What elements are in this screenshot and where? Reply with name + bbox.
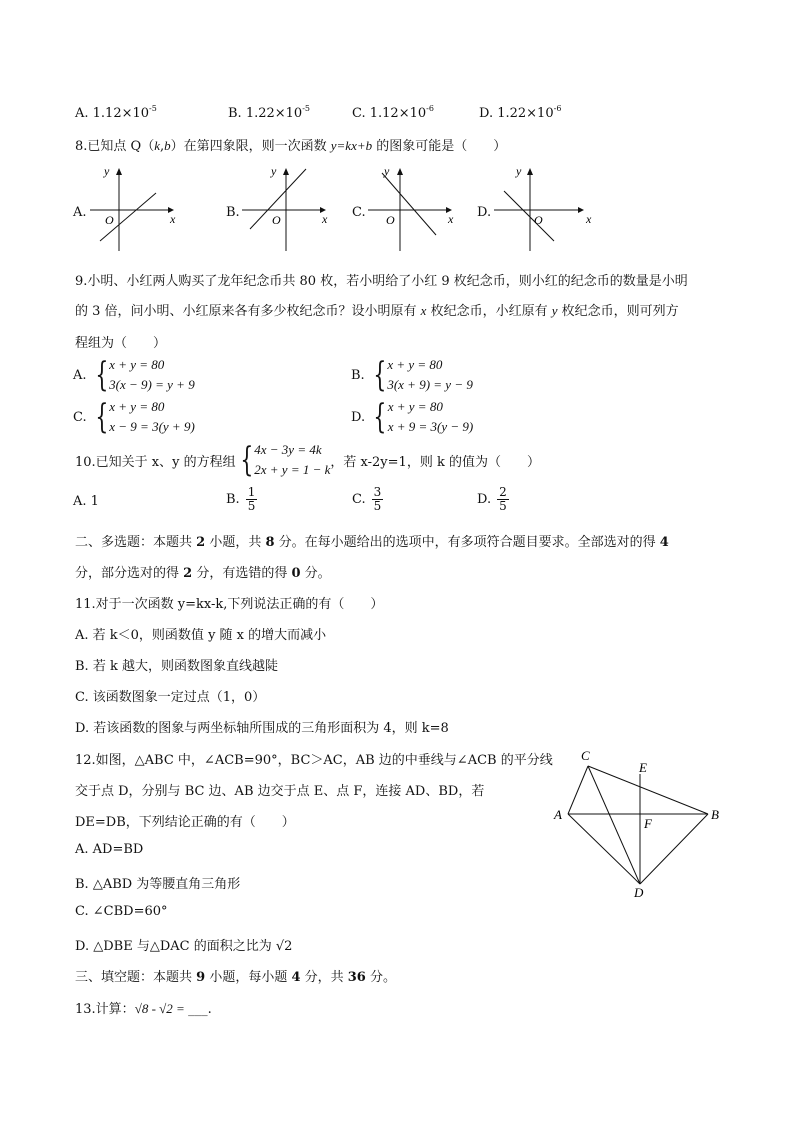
q12-option-d: D. △DBE 与△DAC 的面积之比为 √2 [75, 939, 293, 954]
origin-label: O [534, 213, 543, 227]
q8-option-d-label: D. [477, 205, 492, 220]
q8-graph-d [492, 163, 592, 253]
q7-option-c: C. $1.12\times 10^{-6}$ [352, 104, 434, 121]
q7-option-a: A. $1.12\times 10^{-5}$ [75, 104, 157, 121]
q10-option-d: D. $\frac{2}{5}$ [477, 485, 507, 513]
q12-option-b: B. △ABD 为等腰直角三角形 [75, 877, 241, 892]
brace: { [373, 397, 387, 437]
point-d-label: D [634, 885, 644, 900]
q8-graph-a [88, 163, 188, 253]
point-e-label: E [639, 760, 647, 775]
q8-graph-c [366, 163, 466, 253]
brace: { [94, 397, 108, 437]
q9-stem-line2: 的 3 倍，问小明、小红原来各有多少枚纪念币？设小明原有 x 枚纪念币，小红原有 y 枚纪念币，则可列方 [75, 303, 679, 319]
q12-stem-line1: 12.如图，△ABC 中，∠ACB=90°，BC＞AC，AB 边的中垂线与∠ACB 的平分线 [75, 753, 553, 768]
origin-label: O [386, 213, 395, 227]
point-f-label: F [644, 816, 652, 831]
q12-stem-line2: 交于点 D，分别与 BC 边、AB 边交于点 E、点 F，连接 AD、BD，若 [75, 784, 485, 799]
section3-heading: 三、填空题：本题共 9 小题，每小题 4 分，共 36 分。 [75, 970, 396, 985]
q13-stem: 13.计算：√8 - √2 = ___. [75, 1001, 212, 1017]
point-c-label: C [581, 748, 590, 763]
q8-option-a-label: A. [73, 205, 87, 220]
q12-stem-line3: DE=DB，下列结论正确的有（ ） [75, 815, 295, 830]
q11-stem: 11.对于一次函数 y=kx-k,下列说法正确的有（ ） [75, 597, 384, 612]
q7-option-b: B. $1.22\times 10^{-5}$ [228, 104, 310, 121]
y-axis-label: y [384, 164, 390, 178]
section2-heading-line2: 分，部分选对的得 2 分，有选错的得 0 分。 [75, 566, 331, 581]
q8-option-b-label: B. [226, 205, 240, 220]
y-axis-label: y [104, 164, 110, 178]
q10-stem: 10.已知关于 x、y 的方程组 { 4x − 3y = 4k 2x + y = 1 − k ，若 x-2y=1，则 k 的值为（ ） [75, 440, 540, 480]
origin-label: O [272, 213, 281, 227]
q12-figure [548, 742, 728, 902]
brace: { [94, 355, 108, 395]
q9-option-a: A. { x + y = 80 3(x − 9) = y + 9 [73, 355, 195, 395]
y-axis-label: y [271, 164, 277, 178]
x-axis-label: x [170, 212, 176, 226]
q8-graph-b [240, 163, 340, 253]
answer-blank[interactable]: ___ [188, 1002, 208, 1017]
q8-stem: 8.已知点 Q（k,b）在第四象限，则一次函数 y=kx+b 的图象可能是（ ） [75, 138, 507, 154]
q8-option-c-label: C. [352, 205, 366, 220]
q11-option-c: C. 该函数图象一定过点（1，0） [75, 690, 266, 705]
x-axis-label: x [586, 212, 592, 226]
point-a-label: A [554, 807, 562, 822]
q12-option-a: A. AD=BD [75, 842, 144, 857]
q9-option-d: D. { x + y = 80 x + 9 = 3(y − 9) [351, 397, 474, 437]
q7-option-d: D. $1.22\times 10^{-6}$ [479, 104, 562, 121]
q10-option-a: A. 1 [73, 494, 99, 509]
q9-option-b: B. { x + y = 80 3(x + 9) = y − 9 [351, 355, 473, 395]
q11-option-d: D. 若该函数的图象与两坐标轴所围成的三角形面积为 4，则 k=8 [75, 721, 449, 736]
y-axis-label: y [516, 164, 522, 178]
q11-option-b: B. 若 k 越大，则函数图象直线越陡 [75, 659, 278, 674]
x-axis-label: x [448, 212, 454, 226]
q9-stem-line3: 程组为（ ） [75, 336, 167, 351]
q10-option-b: B. $\frac{1}{5}$ [226, 485, 256, 513]
brace: { [373, 355, 386, 395]
q11-option-a: A. 若 k＜0，则函数值 y 随 x 的增大而减小 [75, 628, 327, 643]
q12-option-c: C. ∠CBD=60° [75, 904, 168, 919]
q9-option-c: C. { x + y = 80 x − 9 = 3(y + 9) [73, 397, 195, 437]
section2-heading-line1: 二、多选题：本题共 2 小题，共 8 分。在每小题给出的选项中，有多项符合题目要求。全部选对的得 4 [75, 535, 669, 550]
x-axis-label: x [322, 212, 328, 226]
q10-option-c: C. $\frac{3}{5}$ [352, 485, 382, 513]
q9-stem-line1: 9.小明、小红两人购买了龙年纪念币共 80 枚，若小明给了小红 9 枚纪念币，则小红的纪念币的数量是小明 [75, 274, 688, 289]
origin-label: O [105, 213, 114, 227]
brace: { [239, 440, 253, 480]
point-b-label: B [711, 807, 719, 822]
